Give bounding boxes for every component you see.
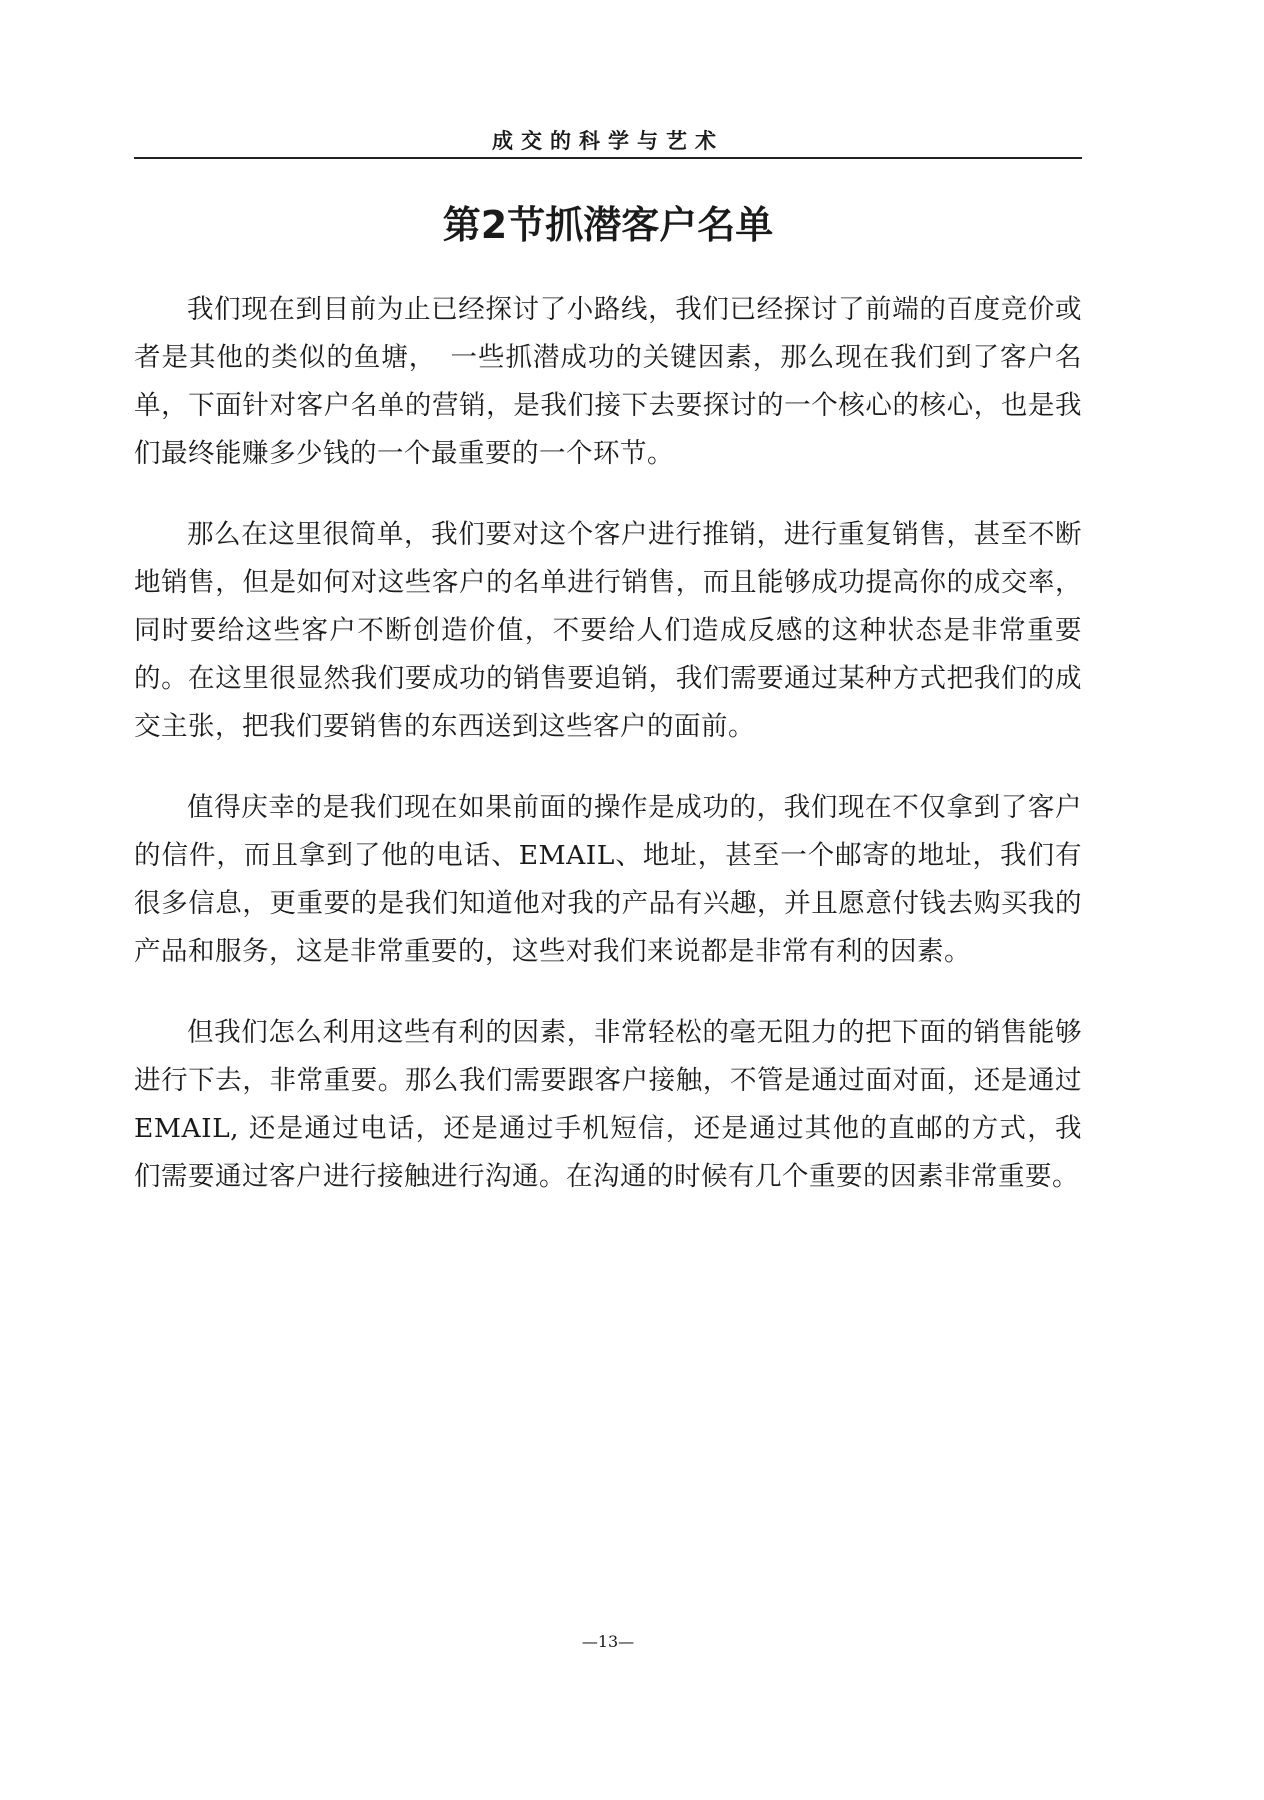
paragraph-3: 值得庆幸的是我们现在如果前面的操作是成功的，我们现在不仅拿到了客户的信件，而且拿到了他的电话、EMAIL、地址，甚至一个邮寄的地址，我们有很多信息，更重要的是我们知道他对我的产品有兴趣，并且愿意付钱去购买我的产品和服务，这是非常重要的，这些对我们来说都是非常有利的因素。 xyxy=(134,792,1082,967)
body-text xyxy=(134,286,1082,1234)
chapter-title: 第2节抓潜客户名单 xyxy=(442,203,774,247)
page-number: —13— xyxy=(581,1632,635,1651)
paragraph-4: 但我们怎么利用这些有利的因素，非常轻松的毫无阻力的把下面的销售能够进行下去，非常重要。那么我们需要跟客户接触，不管是通过面对面，还是通过EMAIL, 还是通过电话，还是通过手机短信，还是通过其他的直邮的方式，我们需要通过客户进行接触进行沟通。在沟通的时候有几个重要的因素非常重要。 xyxy=(134,1017,1082,1192)
paragraph-2: 那么在这里很简单，我们要对这个客户进行推销，进行重复销售，甚至不断地销售，但是如何对这些客户的名单进行销售，而且能够成功提高你的成交率，同时要给这些客户不断创造价值，不要给人们造成反感的这种状态是非常重要的。在这里很显然我们要成功的销售要追销，我们需要通过某种方式把我们的成交主张，把我们要销售的东西送到这些客户的面前。 xyxy=(134,519,1082,742)
paragraph-1: 我们现在到目前为止已经探讨了小路线，我们已经探讨了前端的百度竞价或者是其他的类似的鱼塘， 一些抓潜成功的关键因素，那么现在我们到了客户名单，下面针对客户名单的营销，是我们接下去要探讨的一个核心的核心，也是我们最终能赚多少钱的一个最重要的一个环节。 xyxy=(134,294,1082,469)
running-header-title: 成交的科学与艺术 xyxy=(492,129,724,153)
header-divider xyxy=(134,157,1082,159)
